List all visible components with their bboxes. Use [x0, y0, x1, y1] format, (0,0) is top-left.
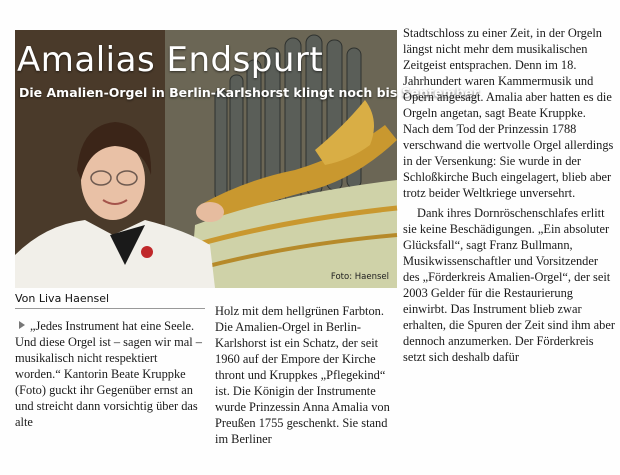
article-photo — [15, 30, 480, 288]
text-column-3 — [403, 25, 615, 365]
text-column-1 — [15, 318, 205, 430]
column-3-paragraph-1: Stadtschloss zu einer Zeit, in der Orgeln längst nicht mehr dem musikalischen Zeitgeist entsprachen. Denn im 18. Jahrhundert waren Kammermusik und Opern angesagt. Amalia aber hatten es die Orgeln angetan, sagt Beate Kruppke. Nach dem Tod der Prinzessin 1788 verschwand die wertvolle Orgel allerdings in der Versenkung: Sie wurde in der Schloßkirche Buch eingelagert, blieb aber trotz beider Weltkriege unversehrt. — [403, 26, 614, 200]
column-3-paragraph-2: Dank ihres Dornröschenschlafes erlitt sie keine Beschädigungen. „Ein absoluter Glücksfall“, sagt Franz Bullmann, Musikwissenschaftler und Vorsitzender des „Förderkreis Amalien-Orgel“, der seit 2003 Gelder für die Restaurierung einwirbt. Das Instrument blieb zwar erhalten, die Spuren der Zeit sind ihm aber dennoch anzumerken. Der Förderkreis setzt sich deshalb dafür — [403, 206, 615, 364]
article-subheadline: Die Amalien-Orgel in Berlin-Karlshorst klingt noch bis September — [19, 85, 480, 100]
triangle-bullet-icon — [19, 321, 25, 329]
column-1-text: „Jedes Instrument hat eine Seele. Und diese Orgel ist – sagen wir mal – musikalisch nicht respektiert worden.“ Kantorin Beate Kruppke (Foto) guckt ihr Gegenüber ernst an und streicht dann vorsichtig über das alte — [15, 319, 202, 429]
text-column-2 — [215, 303, 395, 447]
photo-credit: Foto: Haensel — [330, 272, 389, 282]
article-headline: Amalias Endspurt — [17, 40, 324, 80]
column-2-text: Holz mit dem hellgrünen Farbton. Die Amalien-Orgel in Berlin-Karlshorst ist ein Schatz, der seit 1960 auf der Empore der Kirche thront und Kruppkes „Pflegekind“ ist. Die Königin der Instrumente wurde Prinzessin Anna Amalia von Preußen 1755 geschenkt. Sie stand im Berliner — [215, 304, 390, 446]
byline: Von Liva Haensel — [15, 292, 205, 309]
